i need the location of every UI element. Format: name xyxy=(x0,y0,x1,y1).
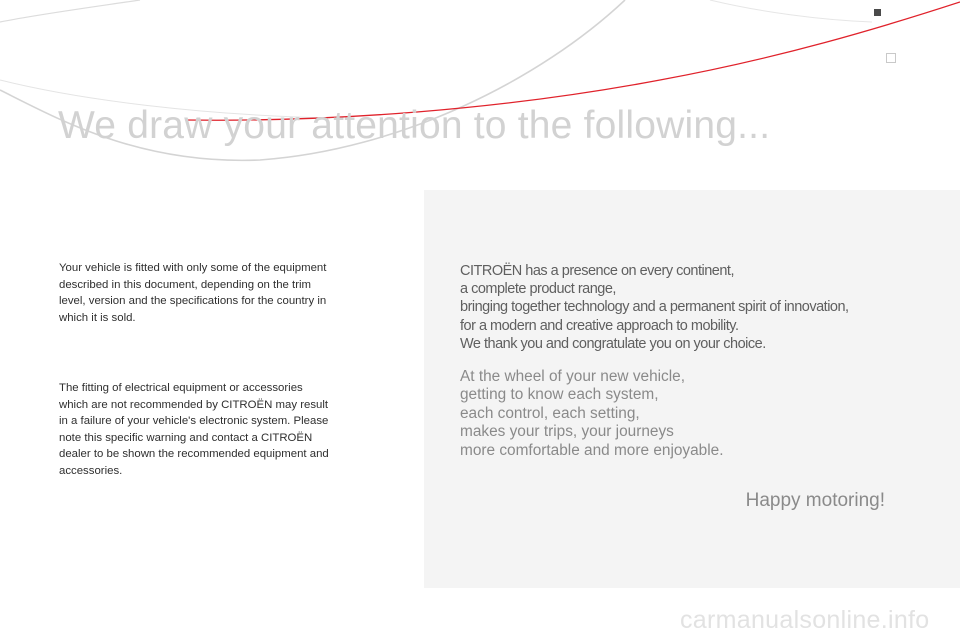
corner-square-filled xyxy=(874,9,881,16)
electrical-warning-notice: The fitting of electrical equipment or accessories which are not recommended by CITROËN may result in a failure of your vehicle's electronic system. Please note this specific warning and contact a CITROËN dealer to be shown the recommended equipment and accessories. xyxy=(59,382,329,477)
sign-off: Happy motoring! xyxy=(745,490,885,511)
equipment-notice: Your vehicle is fitted with only some of the equipment described in this document, depending on the trim level, version and the specifications for the country in which it is sold. xyxy=(59,262,327,324)
intro-line: We thank you and congratulate you on your choice. xyxy=(460,335,766,352)
gray-swoosh-upper xyxy=(0,0,140,22)
wheel-line: At the wheel of your new vehicle, xyxy=(460,368,685,385)
corner-square-outline xyxy=(886,53,896,63)
wheel-line: getting to know each system, xyxy=(460,386,659,404)
wheel-line: each control, each setting, xyxy=(460,404,640,422)
page-title: We draw your attention to the following... xyxy=(58,104,771,147)
intro-line: bringing together technology and a permanent spirit of innovation, xyxy=(460,299,849,316)
wheel-message xyxy=(460,368,930,460)
watermark: carmanualsonline.info xyxy=(680,606,930,634)
welcome-panel xyxy=(424,190,960,588)
gray-swoosh-right xyxy=(710,0,872,22)
intro-line: a complete product range, xyxy=(460,281,616,298)
wheel-line: more comfortable and more enjoyable. xyxy=(460,441,724,459)
brand-intro xyxy=(460,262,930,353)
red-accent-curve xyxy=(185,2,960,120)
wheel-line: makes your trips, your journeys xyxy=(460,423,674,441)
intro-line: CITROËN has a presence on every continent, xyxy=(460,263,734,279)
intro-line: for a modern and creative approach to mobility. xyxy=(460,317,739,334)
